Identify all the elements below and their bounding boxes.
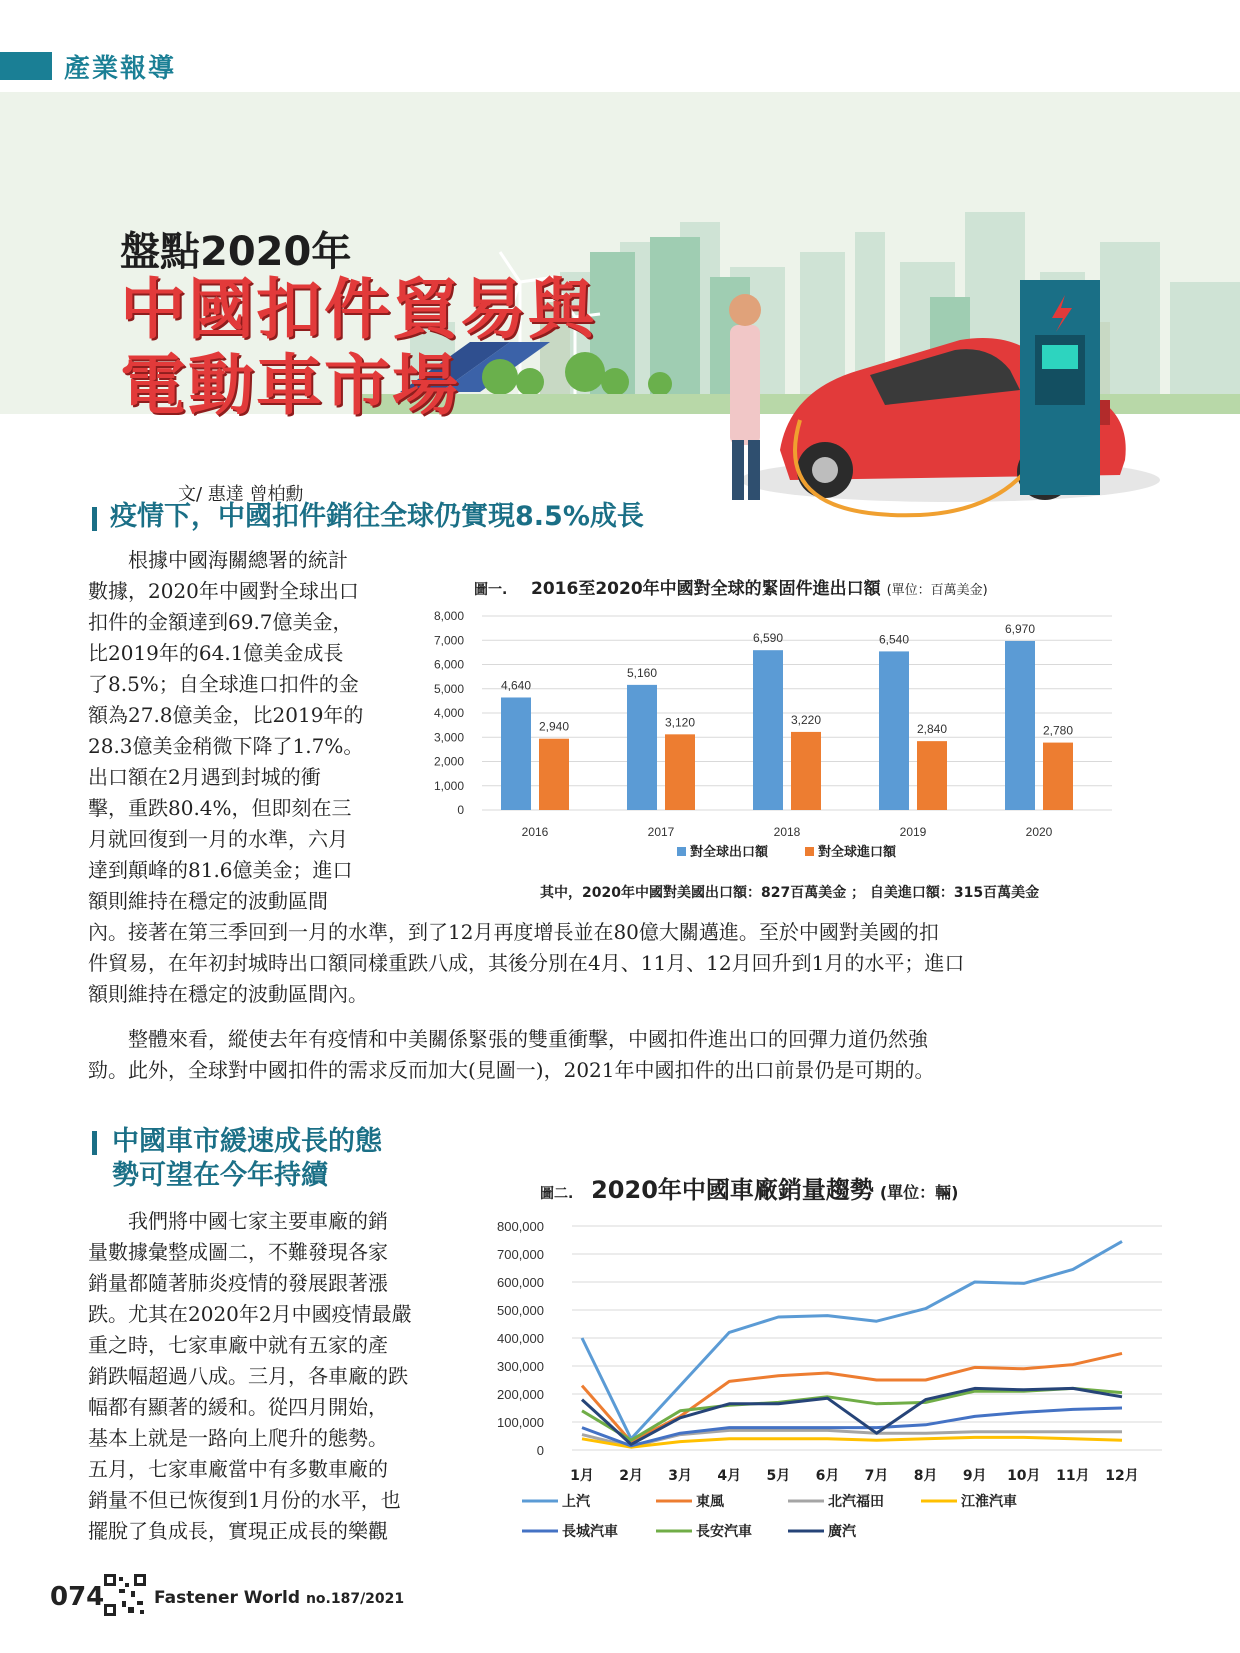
x-tick-label: 10月 xyxy=(1007,1468,1041,1484)
figure2-title: 2020年中國車廠銷量趨勢 xyxy=(591,1176,874,1204)
figure2-unit: (單位：輛) xyxy=(879,1183,959,1202)
legend-swatch xyxy=(805,847,814,856)
y-tick-label: 200,000 xyxy=(497,1387,544,1402)
data-label: 2,940 xyxy=(538,719,570,734)
figure1-note: 其中，2020年中國對美國出口額：827百萬美金 ； 自美進口額：315百萬美金 xyxy=(540,885,1040,901)
y-tick-label: 700,000 xyxy=(497,1247,544,1262)
page-number: 074 xyxy=(50,1582,105,1612)
bar-import xyxy=(665,734,695,810)
text-line: 勁。此外，全球對中國扣件的需求反而加大(見圖一)，2021年中國扣件的出口前景仍是可期的。 xyxy=(88,1058,935,1082)
legend-label: 上汽 xyxy=(562,1494,590,1510)
text-line: 擺脫了負成長，實現正成長的樂觀 xyxy=(88,1519,388,1543)
bar-export xyxy=(1005,641,1035,810)
y-tick-label: 2,000 xyxy=(433,754,464,769)
figure2-label: 圖二. xyxy=(540,1186,574,1202)
data-label: 4,640 xyxy=(500,678,532,693)
x-tick-label: 2019 xyxy=(899,825,927,839)
legend-swatch xyxy=(677,847,686,856)
bar-import xyxy=(791,732,821,810)
figure1-title: 2016至2020年中國對全球的緊固件進出口額 xyxy=(531,579,881,599)
x-tick-label: 6月 xyxy=(815,1468,840,1484)
text-line: 根據中國海關總署的統計 xyxy=(128,548,348,572)
y-tick-label: 500,000 xyxy=(497,1303,544,1318)
x-tick-label: 2月 xyxy=(619,1468,643,1484)
y-tick-label: 600,000 xyxy=(497,1275,544,1290)
magazine-issue: no.187/2021 xyxy=(305,1591,405,1607)
y-tick-label: 300,000 xyxy=(497,1359,544,1374)
data-label: 2,840 xyxy=(916,722,948,737)
text-line: 扣件的金額達到69.7億美金， xyxy=(88,610,353,634)
text-line: 整體來看，縱使去年有疫情和中美關係緊張的雙重衝擊，中國扣件進出口的回彈力道仍然強 xyxy=(128,1027,928,1051)
bar-export xyxy=(753,650,783,810)
text-line: 銷量都隨著肺炎疫情的發展跟著漲 xyxy=(88,1271,388,1295)
x-tick-label: 5月 xyxy=(766,1468,791,1484)
y-tick-label: 5,000 xyxy=(433,681,464,696)
section-label: 產業報導 xyxy=(64,54,177,84)
x-tick-label: 2017 xyxy=(647,825,675,839)
section2-heading-line: 中國車市緩速成長的態 xyxy=(112,1126,382,1157)
y-tick-label: 1,000 xyxy=(433,778,464,793)
x-tick-label: 1月 xyxy=(570,1468,594,1484)
data-label: 3,120 xyxy=(664,715,696,730)
y-tick-label: 0 xyxy=(457,803,464,817)
text-line: 幅都有顯著的緩和。從四月開始， xyxy=(88,1395,388,1419)
text-line: 出口額在2月遇到封城的衝 xyxy=(88,765,321,789)
byline: 文/ 惠達 曾柏勳 xyxy=(178,484,304,505)
legend-label: 江淮汽車 xyxy=(961,1494,1017,1510)
hero-title xyxy=(120,272,596,424)
y-tick-label: 3,000 xyxy=(433,730,464,745)
text-line: 五月，七家車廠當中有多數車廠的 xyxy=(88,1457,388,1481)
qr-code-icon xyxy=(104,1574,146,1616)
magazine-title: Fastener World xyxy=(154,1588,301,1608)
figure1-label: 圖一. xyxy=(474,582,508,598)
x-tick-label: 12月 xyxy=(1105,1468,1139,1484)
text-line: 件貿易，在年初封城時出口額同樣重跌八成，其後分別在4月、11月、12月回升到1月的水平；進口 xyxy=(88,951,965,975)
x-tick-label: 2016 xyxy=(521,825,549,839)
legend-label: 對全球進口額 xyxy=(818,845,897,860)
series-line xyxy=(582,1241,1122,1438)
x-tick-label: 2020 xyxy=(1025,825,1053,839)
bar-import xyxy=(539,739,569,810)
text-line: 額則維持在穩定的波動區間內。 xyxy=(88,982,368,1006)
text-line: 銷跌幅超過八成。三月，各車廠的跌 xyxy=(88,1364,408,1388)
text-line: 銷量不但已恢復到1月份的水平，也 xyxy=(88,1488,401,1512)
text-line: 達到顛峰的81.6億美金；進口 xyxy=(88,858,353,882)
text-line: 跌。尤其在2020年2月中國疫情最嚴 xyxy=(88,1302,412,1326)
text-line: 重之時，七家車廠中就有五家的產 xyxy=(88,1333,388,1357)
figure2-caption xyxy=(540,1170,958,1205)
section2-heading-bar xyxy=(92,1131,97,1155)
section1-heading-bar xyxy=(92,507,97,531)
y-tick-label: 4,000 xyxy=(433,706,464,720)
section2-heading-line: 勢可望在今年持續 xyxy=(112,1160,328,1191)
legend-label: 長安汽車 xyxy=(696,1524,752,1540)
text-line: 28.3億美金稍微下降了1.7%。 xyxy=(88,734,364,758)
figure1-unit: (單位：百萬美金) xyxy=(886,583,988,598)
legend-label: 廣汽 xyxy=(828,1524,856,1540)
section1-paragraph-2 xyxy=(88,1024,1088,1086)
data-label: 2,780 xyxy=(1042,723,1074,738)
legend-label: 北汽福田 xyxy=(828,1494,884,1510)
bar-export xyxy=(501,697,531,810)
x-tick-label: 3月 xyxy=(668,1468,693,1484)
figure1-bar-chart xyxy=(422,600,1178,880)
figure1-caption xyxy=(474,574,988,599)
ev-charging-illustration xyxy=(720,280,1200,550)
bar-export xyxy=(627,685,657,810)
section1-heading: 疫情下，中國扣件銷往全球仍實現8.5%成長 xyxy=(110,501,644,532)
y-tick-label: 100,000 xyxy=(497,1415,544,1430)
text-line: 擊，重跌80.4%，但即刻在三 xyxy=(88,796,352,820)
hero-subtitle: 盤點2020年 xyxy=(120,229,352,275)
hero-title-line: 電動車市場 xyxy=(120,347,460,424)
series-line xyxy=(582,1388,1122,1444)
x-tick-label: 11月 xyxy=(1056,1468,1090,1484)
text-line: 基本上就是一路向上爬升的態勢。 xyxy=(88,1426,388,1450)
text-line: 月就回復到一月的水準，六月 xyxy=(88,827,348,851)
hero-title-line: 中國扣件貿易與 xyxy=(120,271,596,348)
text-line: 數據，2020年中國對全球出口 xyxy=(88,579,359,603)
legend-label: 長城汽車 xyxy=(562,1524,618,1540)
y-tick-label: 0 xyxy=(536,1443,544,1458)
data-label: 3,220 xyxy=(790,712,822,727)
text-line: 內。接著在第三季回到一月的水準，到了12月再度增長並在80億大關邁進。至於中國對美國的扣 xyxy=(88,920,939,944)
section-tab-marker xyxy=(0,52,52,80)
bar-export xyxy=(879,651,909,810)
legend-label: 對全球出口額 xyxy=(690,845,769,860)
data-label: 5,160 xyxy=(626,665,658,680)
text-line: 量數據彙整成圖二，不難發現各家 xyxy=(88,1240,388,1264)
y-tick-label: 6,000 xyxy=(433,657,464,672)
y-tick-label: 800,000 xyxy=(497,1219,544,1234)
data-label: 6,970 xyxy=(1004,621,1036,636)
text-line: 額為27.8億美金，比2019年的 xyxy=(88,703,364,727)
section1-paragraph-full xyxy=(88,917,1088,1010)
section1-paragraph-narrow xyxy=(88,545,390,917)
y-tick-label: 8,000 xyxy=(433,609,464,623)
x-tick-label: 4月 xyxy=(717,1468,742,1484)
text-line: 比2019年的64.1億美金成長 xyxy=(88,641,344,665)
section2-paragraph xyxy=(88,1206,448,1547)
x-tick-label: 9月 xyxy=(962,1468,987,1484)
section2-heading xyxy=(112,1125,382,1193)
x-tick-label: 2018 xyxy=(773,825,801,839)
text-line: 了8.5%；自全球進口扣件的金 xyxy=(88,672,359,696)
y-tick-label: 7,000 xyxy=(433,633,464,648)
x-tick-label: 8月 xyxy=(913,1468,938,1484)
figure2-line-chart xyxy=(466,1208,1176,1543)
bar-import xyxy=(1043,743,1073,810)
x-tick-label: 7月 xyxy=(864,1468,889,1484)
text-line: 額則維持在穩定的波動區間 xyxy=(88,889,328,913)
data-label: 6,590 xyxy=(752,631,784,646)
magazine-name xyxy=(154,1588,404,1608)
legend-label: 東風 xyxy=(696,1494,724,1510)
data-label: 6,540 xyxy=(878,632,910,647)
y-tick-label: 400,000 xyxy=(497,1331,544,1346)
bar-import xyxy=(917,741,947,810)
text-line: 我們將中國七家主要車廠的銷 xyxy=(128,1209,388,1233)
